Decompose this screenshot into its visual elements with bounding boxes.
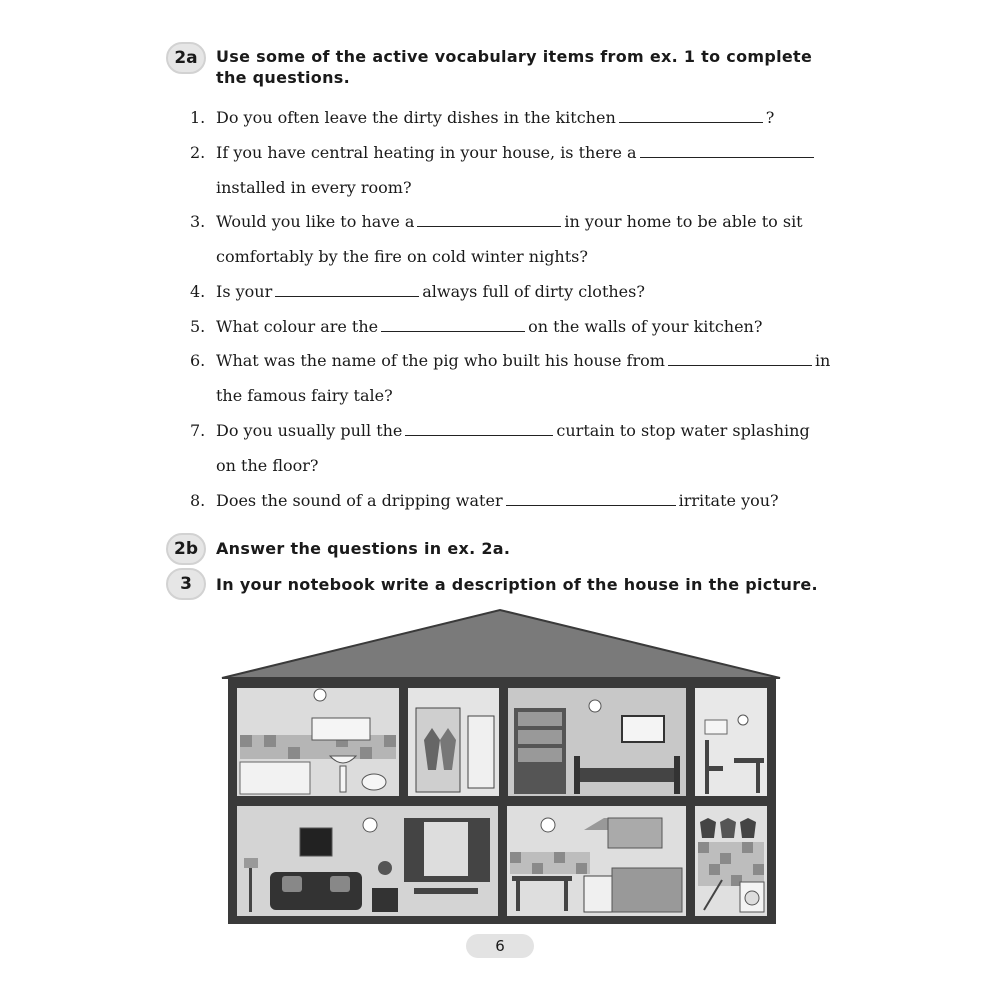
question-text: on the walls of your kitchen? bbox=[528, 317, 763, 336]
question-text: Do you often leave the dirty dishes in the kitchen bbox=[216, 108, 616, 127]
question-text: Would you like to have a bbox=[216, 212, 415, 231]
exercise-2b-instruction: Answer the questions in ex. 2a. bbox=[216, 539, 511, 558]
mirror bbox=[468, 716, 494, 788]
bathtub bbox=[240, 762, 310, 794]
pendant-lamp-icon bbox=[738, 715, 748, 725]
question-2-continued: installed in every room? bbox=[216, 178, 412, 197]
question-text: What colour are the bbox=[216, 317, 379, 336]
hanging-clothes-icon bbox=[700, 818, 716, 838]
question-text: irritate you? bbox=[678, 491, 779, 510]
question-text: curtain to stop water splashing bbox=[556, 421, 810, 440]
ceiling-lamp-icon bbox=[314, 689, 326, 701]
bed bbox=[574, 768, 680, 782]
question-text: If you have central heating in your house, is there a bbox=[216, 143, 637, 162]
exercise-3-instruction: In your notebook write a description of the house in the picture. bbox=[216, 575, 818, 594]
question-text: always full of dirty clothes? bbox=[422, 282, 645, 301]
kitchen-chandelier-icon bbox=[541, 818, 555, 832]
question-number: 2. bbox=[190, 143, 206, 162]
question-text: Is your bbox=[216, 282, 273, 301]
flower-vase-icon bbox=[378, 861, 392, 875]
chandelier-icon bbox=[589, 700, 601, 712]
kitchen-table bbox=[512, 876, 572, 881]
question-text: Does the sound of a dripping water bbox=[216, 491, 503, 510]
question-number: 8. bbox=[190, 491, 206, 510]
question-number: 5. bbox=[190, 317, 206, 336]
question-text: Do you usually pull the bbox=[216, 421, 403, 440]
bathroom-mirror bbox=[312, 718, 370, 740]
living-chandelier-icon bbox=[363, 818, 377, 832]
question-text: in bbox=[814, 351, 831, 370]
roof bbox=[222, 610, 780, 678]
shelf bbox=[705, 720, 727, 734]
kitchen-tiles bbox=[510, 852, 590, 874]
picture-frame bbox=[622, 716, 664, 742]
question-text: What was the name of the pig who built his house from bbox=[216, 351, 665, 370]
question-number: 3. bbox=[190, 212, 206, 231]
question-7-continued: on the floor? bbox=[216, 456, 319, 475]
exercise-badge-2b: 2b bbox=[166, 533, 206, 565]
question-3-continued: comfortably by the fire on cold winter nights? bbox=[216, 247, 588, 266]
question-number: 4. bbox=[190, 282, 206, 301]
question-text: in your home to be able to sit bbox=[564, 212, 803, 231]
page-number: 6 bbox=[466, 934, 534, 958]
question-text: ? bbox=[765, 108, 775, 127]
question-number: 1. bbox=[190, 108, 206, 127]
question-6-continued: the famous fairy tale? bbox=[216, 386, 393, 405]
painting bbox=[300, 828, 332, 856]
coffee-table bbox=[414, 888, 478, 894]
cabinet bbox=[372, 888, 398, 912]
exercise-2a-instruction: Use some of the active vocabulary items from ex. 1 to complete the questions. bbox=[216, 47, 813, 87]
question-number: 6. bbox=[190, 351, 206, 370]
kitchen-counter bbox=[612, 868, 682, 912]
kitchen-cabinets bbox=[608, 818, 662, 848]
question-number: 7. bbox=[190, 421, 206, 440]
exercise-badge-3: 3 bbox=[166, 568, 206, 600]
laundry-tiles bbox=[698, 842, 764, 886]
exercise-badge-2a: 2a bbox=[166, 42, 206, 74]
floor-lamp-icon bbox=[244, 858, 258, 868]
stove bbox=[584, 876, 612, 912]
desk bbox=[734, 758, 764, 763]
toilet bbox=[362, 774, 386, 790]
